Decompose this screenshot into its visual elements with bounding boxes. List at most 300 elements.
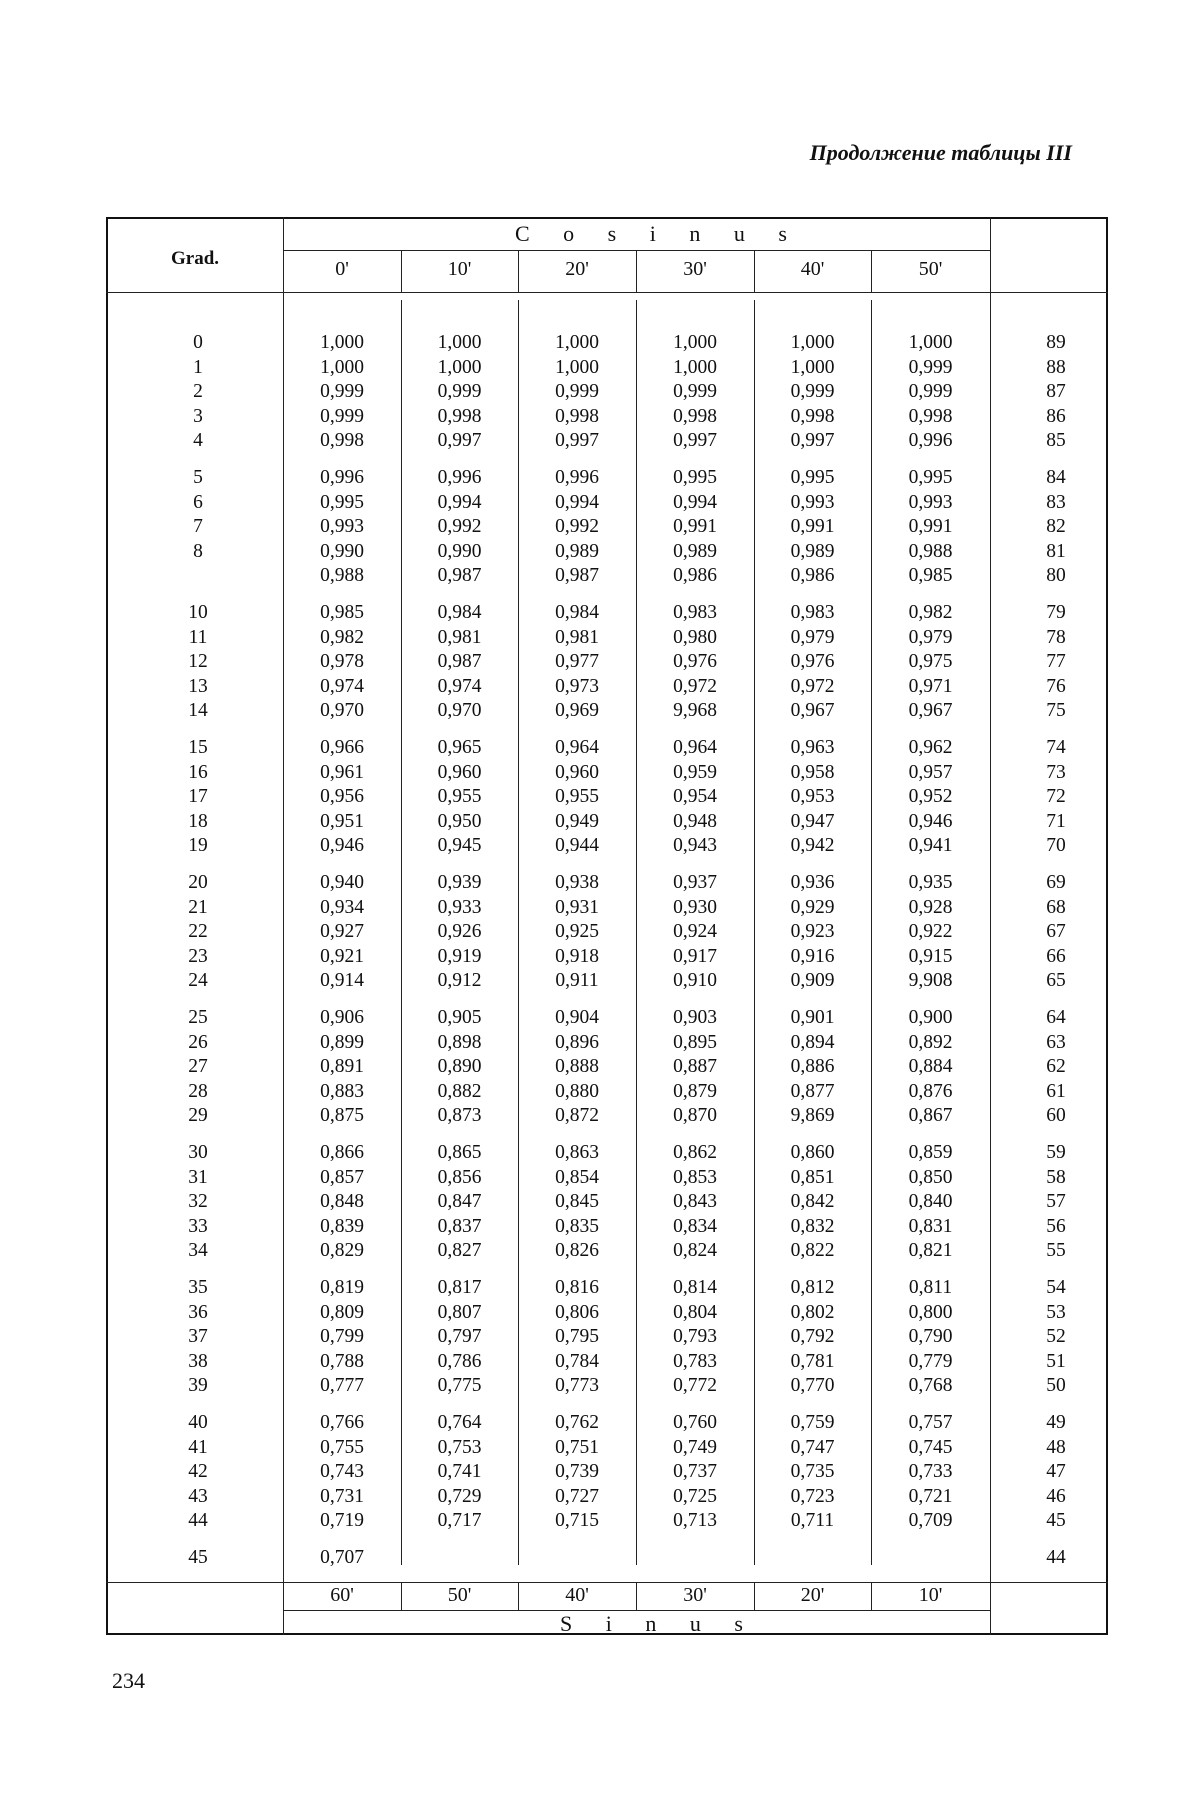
cosine-value: 0,806 xyxy=(555,1301,599,1323)
cosine-value: 0,937 xyxy=(673,872,717,893)
minute-header: 50' xyxy=(918,258,943,280)
cosine-value: 0,990 xyxy=(320,540,364,562)
cosine-value: 0,974 xyxy=(437,675,482,697)
cosine-value: 0,926 xyxy=(437,921,482,943)
cosine-value: 0,922 xyxy=(908,921,953,943)
cosine-value: 0,999 xyxy=(673,381,717,403)
continuation-heading: Продолжение таблицы III xyxy=(809,140,1072,165)
rule-col-foot xyxy=(518,1582,519,1610)
cosine-value: 0,811 xyxy=(908,1277,953,1298)
cosine-value: 0,727 xyxy=(555,1485,599,1507)
complement-degree-cell: 49 xyxy=(1046,1412,1066,1433)
cosine-value: 0,735 xyxy=(790,1461,835,1483)
cosine-value: 0,980 xyxy=(673,626,717,648)
complement-degree-cell: 52 xyxy=(1046,1326,1066,1348)
cosine-value: 0,981 xyxy=(555,626,599,648)
cosine-value: 0,995 xyxy=(320,491,364,513)
cosine-value: 1,000 xyxy=(320,356,364,378)
rule-col-foot xyxy=(871,1582,872,1610)
cosine-value: 0,807 xyxy=(437,1301,482,1323)
cosine-value: 0,989 xyxy=(555,540,599,562)
complement-degree-cell: 80 xyxy=(1046,565,1066,587)
degree-cell: 29 xyxy=(188,1105,208,1127)
cosine-value: 0,975 xyxy=(908,651,953,673)
complement-degree-cell: 64 xyxy=(1046,1007,1066,1028)
rule-col-head xyxy=(636,250,637,292)
cosine-value: 0,860 xyxy=(790,1142,835,1163)
cosine-value: 0,773 xyxy=(555,1375,599,1397)
rule-col-head xyxy=(518,250,519,292)
cosine-value: 0,848 xyxy=(320,1191,364,1213)
cosine-value: 0,934 xyxy=(320,896,364,918)
cosine-value: 0,984 xyxy=(555,602,599,623)
minute-header: 40' xyxy=(800,258,825,280)
cosine-value: 0,914 xyxy=(320,970,364,992)
cosine-value: 0,989 xyxy=(790,540,835,562)
cosine-value: 0,910 xyxy=(673,970,717,992)
degree-cell: 39 xyxy=(188,1375,208,1397)
cosine-value: 0,939 xyxy=(437,872,482,893)
degree-cell: 6 xyxy=(193,491,203,513)
minute-header: 30' xyxy=(683,258,707,280)
degree-cell: 23 xyxy=(188,945,208,967)
cosine-value: 0,909 xyxy=(790,970,835,992)
cosine-value: 0,793 xyxy=(673,1326,717,1348)
cosine-value: 0,919 xyxy=(437,945,482,967)
cosine-value: 0,957 xyxy=(908,761,953,783)
cosine-value: 0,982 xyxy=(908,602,953,623)
cosine-value: 0,931 xyxy=(555,896,599,918)
cosine-value: 0,866 xyxy=(320,1142,364,1163)
cosine-value: 0,960 xyxy=(555,761,599,783)
cosine-value: 0,709 xyxy=(908,1510,953,1532)
cosine-value: 0,779 xyxy=(908,1350,953,1372)
degree-cell: 4 xyxy=(193,430,203,452)
cosine-value: 0,755 xyxy=(320,1436,364,1458)
complement-degree-cell: 57 xyxy=(1046,1191,1066,1213)
cosine-value: 0,721 xyxy=(908,1485,953,1507)
cosine-value: 0,894 xyxy=(790,1031,835,1053)
minute-footer: 40' xyxy=(565,1584,589,1606)
complement-degree-cell: 86 xyxy=(1046,405,1066,427)
cosine-value: 0,938 xyxy=(555,872,599,893)
cosine-value: 0,987 xyxy=(437,565,482,587)
rule-col-body xyxy=(518,300,519,1565)
cosine-value: 0,947 xyxy=(790,810,835,832)
cosine-value: 0,800 xyxy=(908,1301,953,1323)
cosine-value: 0,997 xyxy=(790,430,835,452)
degree-cell: 28 xyxy=(188,1080,208,1102)
minute-footer: 20' xyxy=(800,1584,825,1606)
cosine-value: 0,987 xyxy=(555,565,599,587)
cosine-value: 0,715 xyxy=(555,1510,599,1532)
complement-degree-cell: 76 xyxy=(1046,675,1066,697)
cosine-value: 0,912 xyxy=(437,970,482,992)
complement-degree-cell: 75 xyxy=(1046,700,1066,722)
cosine-value: 0,892 xyxy=(908,1031,953,1053)
degree-cell: 2 xyxy=(193,381,203,403)
cosine-value: 0,737 xyxy=(673,1461,717,1483)
degree-cell: 21 xyxy=(188,896,208,918)
cosine-value: 0,883 xyxy=(320,1080,364,1102)
cosine-value: 0,826 xyxy=(555,1240,599,1262)
cosine-value: 0,997 xyxy=(673,430,717,452)
cosine-value: 0,988 xyxy=(320,565,364,587)
cosine-value: 0,925 xyxy=(555,921,599,943)
degree-cell: 24 xyxy=(188,970,208,992)
cosinus-header: C o s i n u s xyxy=(515,221,801,246)
cosine-value: 0,962 xyxy=(908,737,953,758)
cosine-value: 0,946 xyxy=(320,835,364,857)
sinus-footer: S i n u s xyxy=(560,1611,757,1636)
cosine-value: 1,000 xyxy=(673,356,717,378)
complement-degree-cell: 55 xyxy=(1046,1240,1066,1262)
cosine-value: 0,896 xyxy=(555,1031,599,1053)
cosine-value: 0,998 xyxy=(555,405,599,427)
cosine-value: 0,876 xyxy=(908,1080,953,1102)
cosine-value: 0,804 xyxy=(673,1301,717,1323)
degree-cell: 19 xyxy=(188,835,208,857)
cosine-value: 0,986 xyxy=(673,565,717,587)
cosine-value: 0,983 xyxy=(673,602,717,623)
rule-col-body xyxy=(754,300,755,1565)
cosine-value: 0,762 xyxy=(555,1412,599,1433)
rule-col-body xyxy=(401,300,402,1565)
cosine-value: 0,999 xyxy=(320,405,364,427)
cosine-value: 1,000 xyxy=(790,332,835,353)
complement-degree-cell: 85 xyxy=(1046,430,1066,452)
complement-degree-cell: 77 xyxy=(1046,651,1066,673)
cosine-value: 0,777 xyxy=(320,1375,364,1397)
degree-cell: 38 xyxy=(188,1350,208,1372)
cosine-value: 0,719 xyxy=(320,1510,364,1532)
cosine-value: 0,749 xyxy=(673,1436,717,1458)
cosine-value: 0,900 xyxy=(908,1007,953,1028)
cosine-value: 0,991 xyxy=(908,516,953,538)
cosine-value: 0,945 xyxy=(437,835,482,857)
complement-degree-cell: 60 xyxy=(1046,1105,1066,1127)
cosine-value: 1,000 xyxy=(437,332,482,353)
cosine-value: 0,725 xyxy=(673,1485,717,1507)
cosine-value: 0,991 xyxy=(790,516,835,538)
degree-cell: 34 xyxy=(188,1240,208,1262)
cosine-value: 0,865 xyxy=(437,1142,482,1163)
cosine-value: 0,955 xyxy=(555,786,599,808)
rule-col-foot xyxy=(636,1582,637,1610)
rule-col-body xyxy=(871,300,872,1565)
cosine-value: 0,943 xyxy=(673,835,717,857)
cosine-value: 0,854 xyxy=(555,1166,599,1188)
cosine-value: 0,834 xyxy=(673,1215,717,1237)
degree-cell: 44 xyxy=(188,1510,208,1532)
cosine-value: 1,000 xyxy=(790,356,835,378)
cosine-value: 0,986 xyxy=(790,565,835,587)
cosine-value: 0,731 xyxy=(320,1485,364,1507)
cosine-value: 0,884 xyxy=(908,1056,953,1078)
cosine-value: 0,923 xyxy=(790,921,835,943)
complement-degree-cell: 81 xyxy=(1046,540,1066,562)
cosine-value: 0,898 xyxy=(437,1031,482,1053)
cosine-value: 0,850 xyxy=(908,1166,953,1188)
degree-cell: 40 xyxy=(188,1412,208,1433)
cosine-value: 0,944 xyxy=(555,835,599,857)
cosine-value: 0,969 xyxy=(555,700,599,722)
complement-degree-cell: 51 xyxy=(1046,1350,1066,1372)
minute-footer: 50' xyxy=(447,1584,472,1606)
cosine-value: 0,906 xyxy=(320,1007,364,1028)
cosine-value: 0,963 xyxy=(790,737,835,758)
cosine-value: 0,941 xyxy=(908,835,953,857)
cosine-value: 0,768 xyxy=(908,1375,953,1397)
complement-degree-cell: 54 xyxy=(1046,1277,1066,1298)
cosine-value: 0,965 xyxy=(437,737,482,758)
grad-header: Grad. xyxy=(170,248,220,269)
cosine-value: 0,936 xyxy=(790,872,835,893)
cosine-value: 0,853 xyxy=(673,1166,717,1188)
cosine-value: 1,000 xyxy=(320,332,364,353)
cosine-value: 0,816 xyxy=(555,1277,599,1298)
cosine-value: 0,835 xyxy=(555,1215,599,1237)
cosine-value: 0,842 xyxy=(790,1191,835,1213)
complement-degree-cell: 73 xyxy=(1046,761,1066,783)
degree-cell: 20 xyxy=(188,872,208,893)
cosine-value: 0,903 xyxy=(673,1007,717,1028)
complement-degree-cell: 74 xyxy=(1046,737,1066,758)
degree-cell: 37 xyxy=(188,1326,208,1348)
cosine-value: 0,831 xyxy=(908,1215,953,1237)
cosine-value: 1,000 xyxy=(908,332,953,353)
complement-degree-cell: 59 xyxy=(1046,1142,1066,1163)
cosine-value: 0,723 xyxy=(790,1485,835,1507)
minute-footer: 30' xyxy=(683,1584,707,1606)
complement-degree-cell: 44 xyxy=(1046,1547,1066,1568)
cosine-value: 0,917 xyxy=(673,945,717,967)
cosine-value: 0,821 xyxy=(908,1240,953,1262)
cosine-value: 0,996 xyxy=(437,467,482,488)
cosine-value: 0,819 xyxy=(320,1277,364,1298)
cosine-value: 0,759 xyxy=(790,1412,835,1433)
degree-cell: 1 xyxy=(193,356,203,378)
cosine-value: 1,000 xyxy=(555,356,599,378)
degree-cell: 0 xyxy=(193,332,203,353)
cosine-value: 0,956 xyxy=(320,786,364,808)
cosine-value: 0,711 xyxy=(790,1510,835,1532)
cosine-value: 0,891 xyxy=(320,1056,364,1078)
cosine-value: 0,985 xyxy=(320,602,364,623)
degree-cell: 13 xyxy=(188,675,208,697)
cosine-value: 0,978 xyxy=(320,651,364,673)
rule-col-body xyxy=(636,300,637,1565)
cosine-value: 0,832 xyxy=(790,1215,835,1237)
cosine-value: 0,972 xyxy=(673,675,717,697)
degree-cell: 3 xyxy=(193,405,203,427)
complement-degree-cell: 58 xyxy=(1046,1166,1066,1188)
degree-cell: 22 xyxy=(188,921,208,943)
degree-cell: 10 xyxy=(188,602,208,623)
cosine-value: 0,998 xyxy=(437,405,482,427)
degree-cell: 5 xyxy=(193,467,203,488)
minute-header: 10' xyxy=(447,258,472,280)
rule-col-head xyxy=(754,250,755,292)
cosine-value: 0,993 xyxy=(320,516,364,538)
cosine-value: 0,993 xyxy=(790,491,835,513)
cosine-value: 0,997 xyxy=(555,430,599,452)
degree-cell: 15 xyxy=(188,737,208,758)
degree-cell: 7 xyxy=(193,516,203,538)
cosine-value: 0,859 xyxy=(908,1142,953,1163)
cosine-value: 0,929 xyxy=(790,896,835,918)
cosine-value: 0,843 xyxy=(673,1191,717,1213)
degree-cell: 45 xyxy=(188,1547,208,1568)
cosine-value: 0,985 xyxy=(908,565,953,587)
complement-degree-cell: 84 xyxy=(1046,467,1066,488)
cosine-value: 0,824 xyxy=(673,1240,717,1262)
cosine-value: 0,784 xyxy=(555,1350,599,1372)
degree-cell: 31 xyxy=(188,1166,208,1188)
cosine-value: 0,976 xyxy=(790,651,835,673)
complement-degree-cell: 83 xyxy=(1046,491,1066,513)
cosine-value: 0,729 xyxy=(437,1485,482,1507)
complement-degree-cell: 50 xyxy=(1046,1375,1066,1397)
cosine-value: 0,992 xyxy=(437,516,482,538)
cosine-value: 0,905 xyxy=(437,1007,482,1028)
cosine-value: 0,790 xyxy=(908,1326,953,1348)
cosine-value: 0,970 xyxy=(437,700,482,722)
degree-cell: 42 xyxy=(188,1461,208,1483)
degree-cell: 8 xyxy=(193,540,203,562)
cosine-value: 0,802 xyxy=(790,1301,835,1323)
cosine-value: 0,822 xyxy=(790,1240,835,1262)
degree-cell: 36 xyxy=(188,1301,208,1323)
cosine-value: 0,996 xyxy=(320,467,364,488)
cosine-value: 0,877 xyxy=(790,1080,835,1102)
cosine-value: 0,998 xyxy=(790,405,835,427)
cosine-value: 0,998 xyxy=(320,430,364,452)
cosine-value: 1,000 xyxy=(673,332,717,353)
cosine-value: 0,955 xyxy=(437,786,482,808)
rule-footer-top xyxy=(106,1582,1108,1583)
rule-col-head xyxy=(401,250,402,292)
cosine-value: 0,991 xyxy=(673,516,717,538)
cosine-value: 0,964 xyxy=(555,737,599,758)
complement-degree-cell: 69 xyxy=(1046,872,1066,893)
complement-degree-cell: 65 xyxy=(1046,970,1066,992)
complement-degree-cell: 56 xyxy=(1046,1215,1066,1237)
cosine-value: 0,999 xyxy=(555,381,599,403)
minute-footer: 10' xyxy=(918,1584,943,1606)
cosine-value: 0,998 xyxy=(673,405,717,427)
cosine-value: 0,901 xyxy=(790,1007,835,1028)
complement-degree-cell: 82 xyxy=(1046,516,1066,538)
minute-header: 0' xyxy=(335,258,349,280)
cosine-value: 0,953 xyxy=(790,786,835,808)
cosine-value: 0,775 xyxy=(437,1375,482,1397)
cosine-value: 0,733 xyxy=(908,1461,953,1483)
cosine-value: 0,990 xyxy=(437,540,482,562)
cosine-value: 9,908 xyxy=(908,970,953,992)
cosine-value: 0,918 xyxy=(555,945,599,967)
cosine-value: 0,757 xyxy=(908,1412,953,1433)
cosine-value: 0,839 xyxy=(320,1215,364,1237)
cosine-value: 0,788 xyxy=(320,1350,364,1372)
cosine-value: 0,982 xyxy=(320,626,364,648)
cosine-value: 0,751 xyxy=(555,1436,599,1458)
rule-grad-sep xyxy=(283,217,284,1635)
cosine-value: 0,707 xyxy=(320,1547,364,1568)
cosine-value: 0,781 xyxy=(790,1350,835,1372)
cosine-value: 0,979 xyxy=(790,626,835,648)
cosine-value: 0,916 xyxy=(790,945,835,967)
cosine-value: 0,817 xyxy=(437,1277,482,1298)
cosine-value: 0,996 xyxy=(908,430,953,452)
cosine-value: 0,772 xyxy=(673,1375,717,1397)
cosine-value: 0,995 xyxy=(908,467,953,488)
cosine-value: 0,887 xyxy=(673,1056,717,1078)
cosine-value: 0,814 xyxy=(673,1277,717,1298)
cosine-value: 9,968 xyxy=(673,700,717,722)
complement-degree-cell: 68 xyxy=(1046,896,1066,918)
cosine-value: 0,921 xyxy=(320,945,364,967)
cosine-value: 0,760 xyxy=(673,1412,717,1433)
cosine-value: 0,994 xyxy=(437,491,482,513)
cosine-value: 0,995 xyxy=(673,467,717,488)
cosine-value: 0,927 xyxy=(320,921,364,943)
complement-degree-cell: 66 xyxy=(1046,945,1066,967)
cosine-value: 0,899 xyxy=(320,1031,364,1053)
cosine-value: 0,972 xyxy=(790,675,835,697)
degree-cell: 32 xyxy=(188,1191,208,1213)
cosine-value: 0,837 xyxy=(437,1215,482,1237)
cosine-value: 0,886 xyxy=(790,1056,835,1078)
complement-degree-cell: 53 xyxy=(1046,1301,1066,1323)
rule-sin-over xyxy=(283,1610,990,1611)
complement-degree-cell: 45 xyxy=(1046,1510,1066,1532)
cosine-value: 0,979 xyxy=(908,626,953,648)
complement-degree-cell: 88 xyxy=(1046,356,1066,378)
cosine-value: 0,783 xyxy=(673,1350,717,1372)
degree-cell: 12 xyxy=(188,651,208,673)
cosine-value: 0,967 xyxy=(908,700,953,722)
cosine-value: 0,840 xyxy=(908,1191,953,1213)
cosine-value: 0,753 xyxy=(437,1436,482,1458)
cosine-value: 0,786 xyxy=(437,1350,482,1372)
cosine-value: 0,890 xyxy=(437,1056,482,1078)
cosine-value: 0,829 xyxy=(320,1240,364,1262)
cosine-value: 0,930 xyxy=(673,896,717,918)
cosine-value: 0,946 xyxy=(908,810,953,832)
degree-cell: 11 xyxy=(188,626,208,648)
cosine-value: 0,999 xyxy=(908,381,953,403)
cosine-value: 0,933 xyxy=(437,896,482,918)
cosine-value: 0,809 xyxy=(320,1301,364,1323)
complement-degree-cell: 71 xyxy=(1046,810,1066,832)
cosine-value: 0,950 xyxy=(437,810,482,832)
cosine-value: 0,942 xyxy=(790,835,835,857)
cosine-value: 0,999 xyxy=(790,381,835,403)
complement-degree-cell: 62 xyxy=(1046,1056,1066,1078)
degree-cell: 17 xyxy=(188,786,208,808)
cosine-value: 0,770 xyxy=(790,1375,835,1397)
cosine-value: 0,862 xyxy=(673,1142,717,1163)
cosine-value: 0,981 xyxy=(437,626,482,648)
cosine-value: 0,873 xyxy=(437,1105,482,1127)
cosine-value: 0,999 xyxy=(320,381,364,403)
degree-cell: 16 xyxy=(188,761,208,783)
cosine-value: 0,872 xyxy=(555,1105,599,1127)
cosine-value: 0,764 xyxy=(437,1412,482,1433)
cosine-value: 0,895 xyxy=(673,1031,717,1053)
cosine-value: 0,976 xyxy=(673,651,717,673)
